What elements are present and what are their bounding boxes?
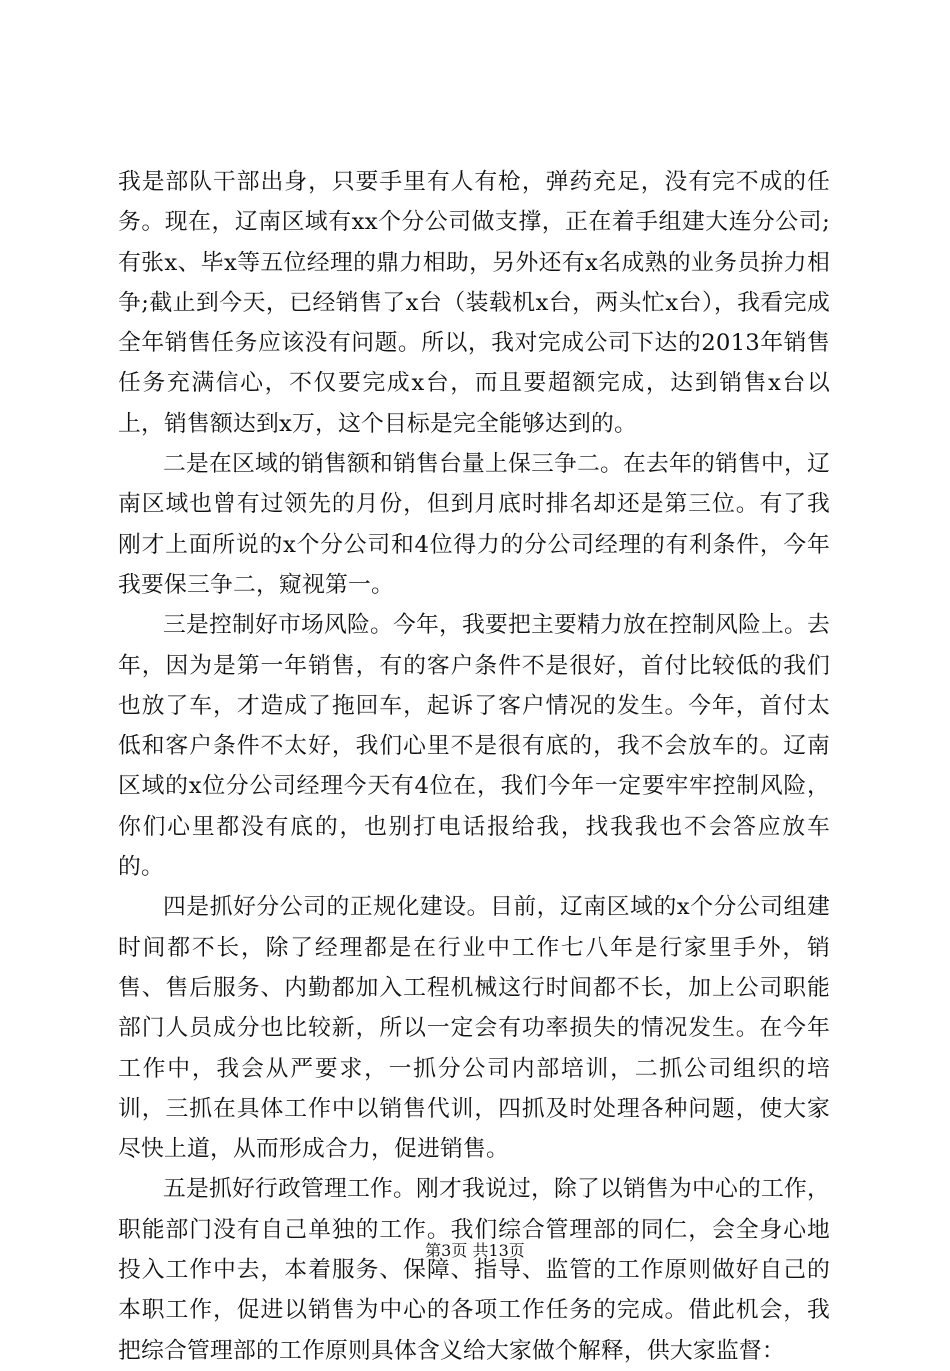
paragraph-1: 我是部队干部出身，只要手里有人有枪，弹药充足，没有完不成的任务。现在，辽南区域有xx个分公司做支撑，正在着手组建大连分公司;有张x、毕x等五位经理的鼎力相助，另外还有x名成熟的业务员拚力相争;截止到今天，已经销售了x台（装载机x台，两头忙x台），我看完成全年销售任务应该没有问题。所以，我对完成公司下达的2013年销售任务充满信心，不仅要完成x台，而且要超额完成，达到销售x台以上，销售额达到x万，这个目标是完全能够达到的。	[118, 169, 830, 437]
paragraph-5: 五是抓好行政管理工作。刚才我说过，除了以销售为中心的工作，职能部门没有自己单独的工作。我们综合管理部的同仁，会全身心地投入工作中去，本着服务、保障、指导、监管的工作原则做好自己的本职工作，促进以销售为中心的各项工作任务的完成。借此机会，我把综合管理部的工作原则具体含义给大家做个解释，供大家监督：	[118, 1176, 830, 1364]
document-body	[118, 162, 830, 1371]
paragraph-3: 三是控制好市场风险。今年，我要把主要精力放在控制风险上。去年，因为是第一年销售，有的客户条件不是很好，首付比较低的我们也放了车，才造成了拖回车，起诉了客户情况的发生。今年，首付太低和客户条件不太好，我们心里不是很有底的，我不会放车的。辽南区域的x位分公司经理今天有4位在，我们今年一定要牢牢控制风险，你们心里都没有底的，也别打电话报给我，找我我也不会答应放车的。	[118, 612, 830, 881]
paragraph-4: 四是抓好分公司的正规化建设。目前，辽南区域的x个分公司组建时间都不长，除了经理都是在行业中工作七八年是行家里手外，销售、售后服务、内勤都加入工程机械这行时间都不长，加上公司职能部门人员成分也比较新，所以一定会有功率损失的情况发生。在今年工作中，我会从严要求，一抓分公司内部培训，二抓公司组织的培训，三抓在具体工作中以销售代训，四抓及时处理各种问题，使大家尽快上道，从而形成合力，促进销售。	[118, 894, 830, 1163]
page-number-footer: 第3页 共13页	[425, 1241, 525, 1260]
paragraph-2: 二是在区域的销售额和销售台量上保三争二。在去年的销售中，辽南区域也曾有过领先的月份，但到月底时排名却还是第三位。有了我刚才上面所说的x个分公司和4位得力的分公司经理的有利条件，今年我要保三争二，窥视第一。	[118, 451, 830, 598]
